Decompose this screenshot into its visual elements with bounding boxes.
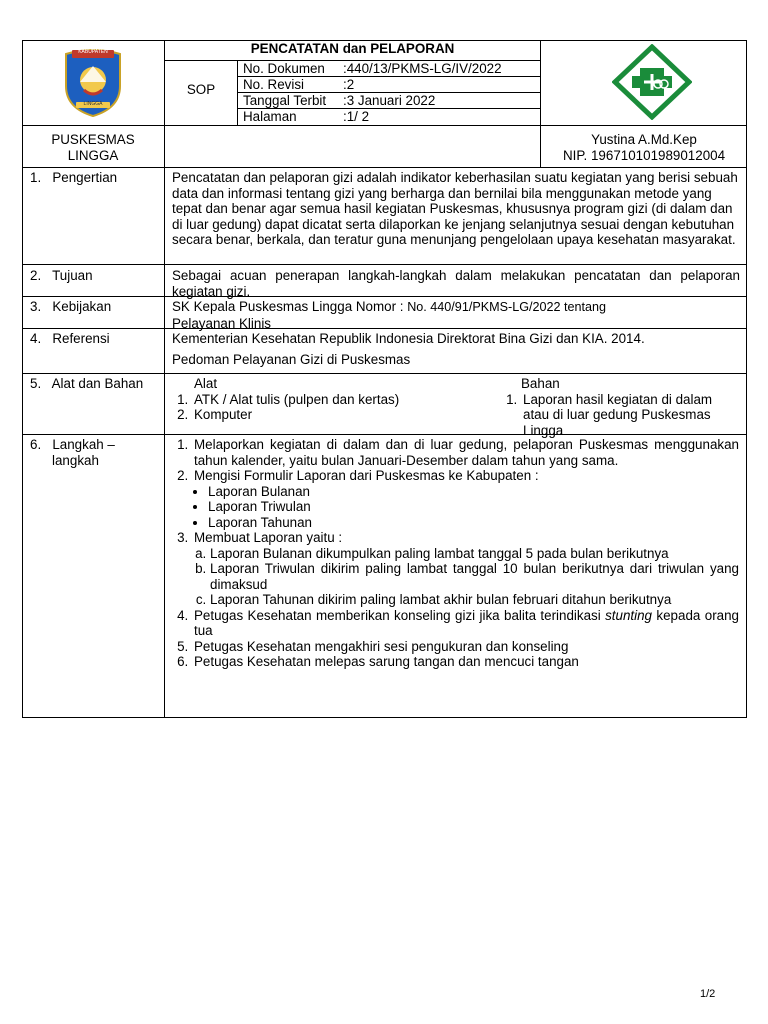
steps-list <box>172 437 739 670</box>
kebijakan-text <box>172 299 740 331</box>
page-number: 1/2 <box>700 988 716 1000</box>
org-name <box>22 132 164 163</box>
doc-field-row <box>238 109 540 124</box>
report-deadline-item: b. Laporan Triwulan dikirim paling lambat tanggal 10 bulan berikutnya dari triwulan yang dimaksud <box>210 561 739 592</box>
puskesmas-logo <box>612 44 692 120</box>
signer-nip: NIP. 196710101989012004 <box>562 147 726 163</box>
doc-field-value: :440/13/PKMS-LG/IV/2022 <box>343 61 502 76</box>
signer-block <box>541 132 747 163</box>
doc-field-row <box>238 77 540 93</box>
kebijakan-text-c: Pelayanan Klinis <box>172 315 272 331</box>
section-label-tujuan: 2. Tujuan <box>30 268 93 283</box>
step-text: Membuat Laporan yaitu : <box>194 530 343 545</box>
doc-field-label: Tanggal Terbit <box>243 93 327 108</box>
section-label-alat-bahan: 5. Alat dan Bahan <box>30 376 144 391</box>
referensi-line-2: Pedoman Pelayanan Gizi di Puskesmas <box>172 351 411 367</box>
langkah-label-line-2: langkah <box>52 452 99 468</box>
kebijakan-text-b: No. 440/91/PKMS-LG/2022 tentang <box>407 300 607 314</box>
doc-field-value: :1/ 2 <box>343 109 370 124</box>
alat-column <box>172 376 472 423</box>
report-type-item: • Laporan Triwulan <box>208 499 739 515</box>
step-item: 1. Melaporkan kegiatan di dalam dan di luar gedung, pelaporan Puskesmas menggunakan tahun kalender, yaitu bulan Januari-Desember dalam tahun yang sama. <box>192 437 739 468</box>
sop-label: SOP <box>186 82 216 97</box>
langkah-label-line-1: 6. Langkah – <box>30 437 115 452</box>
report-type-list <box>194 484 739 531</box>
bahan-column <box>497 376 742 438</box>
bahan-header: Bahan <box>521 376 560 391</box>
alat-header: Alat <box>194 376 218 391</box>
alat-list <box>172 392 472 423</box>
step-item <box>192 608 739 639</box>
doc-field-row <box>238 61 540 77</box>
logo-text-bottom: LINGGA <box>83 101 103 107</box>
step-text-emphasis: stunting <box>605 607 653 623</box>
step-text-b: kepada orang tua <box>194 607 739 638</box>
kebijakan-text-a: SK Kepala Puskesmas Lingga Nomor : <box>172 299 408 314</box>
doc-field-value: :3 Januari 2022 <box>343 93 436 108</box>
doc-field-row <box>238 93 540 109</box>
step-item: 5. Petugas Kesehatan mengakhiri sesi pengukuran dan konseling <box>192 639 739 655</box>
report-deadline-list <box>194 546 739 608</box>
document-title: PENCATATAN dan PELAPORAN <box>165 40 540 61</box>
step-item <box>192 468 739 530</box>
header-divider-horizontal <box>22 125 747 126</box>
section-label-langkah <box>30 437 115 468</box>
org-line-2: LINGGA <box>67 147 119 163</box>
doc-field-value: :2 <box>343 77 355 92</box>
doc-fields <box>238 61 540 125</box>
doc-field-label: Halaman <box>243 109 297 124</box>
label-column-divider <box>164 167 165 718</box>
step-item <box>192 530 739 608</box>
report-deadline-item: a. Laporan Bulanan dikumpulkan paling lambat tanggal 5 pada bulan berikutnya <box>210 546 739 562</box>
report-deadline-item: c. Laporan Tahunan dikirim paling lambat akhir bulan februari ditahun berikutnya <box>210 592 739 608</box>
referensi-text <box>172 331 740 367</box>
doc-field-label: No. Revisi <box>243 77 305 92</box>
tujuan-text: Sebagai acuan penerapan langkah-langkah dalam melakukan pencatatan dan pelaporan kegiatan gizi. <box>172 268 740 299</box>
section-label-kebijakan: 3. Kebijakan <box>30 299 112 314</box>
step-text: Mengisi Formulir Laporan dari Puskesmas ke Kabupaten : <box>194 468 539 483</box>
pengertian-text: Pencatatan dan pelaporan gizi adalah indikator keberhasilan suatu kegiatan yang berisi sebuah data dan informasi tentang gizi yang berharga dan bernilai bila menggunakan metode yang tepat dan benar agar semua hasil kegiatan Puskesmas, khususnya program gizi (di dalam dan di luar gedung) dapat dicatat serta dilaporkan ke jenjang selanjutnya sesuai dengan kebutuhan secara benar, berkala, dan teratur guna menunjang pengelolaan upaya kesehatan masyarakat. <box>172 170 738 247</box>
row-divider <box>22 373 747 374</box>
step-item: 6. Petugas Kesehatan melepas sarung tangan dan mencuci tangan <box>192 654 739 670</box>
alat-item: 1. ATK / Alat tulis (pulpen dan kertas) <box>192 392 472 408</box>
bahan-list <box>497 392 742 439</box>
row-divider <box>22 264 747 265</box>
section-label-referensi: 4. Referensi <box>30 331 110 346</box>
bahan-item: 1. Laporan hasil kegiatan di dalam atau di luar gedung Puskesmas Lingga <box>521 392 713 439</box>
org-line-1: PUSKESMAS <box>51 132 135 147</box>
report-type-item: • Laporan Tahunan <box>208 515 739 531</box>
section-label-pengertian: 1. Pengertian <box>30 170 118 185</box>
doc-field-label: No. Dokumen <box>243 61 325 76</box>
logo-text-top: KABUPATEN <box>78 49 108 55</box>
report-type-item: • Laporan Bulanan <box>208 484 739 500</box>
referensi-line-1: Kementerian Kesehatan Republik Indonesia Direktorat Bina Gizi dan KIA. 2014. <box>172 331 645 346</box>
kabupaten-lingga-logo <box>62 46 124 118</box>
step-text-a: Petugas Kesehatan memberikan konseling gizi jika balita terindikasi <box>194 607 606 623</box>
signer-name: Yustina A.Md.Kep <box>591 132 697 147</box>
alat-item: 2. Komputer <box>192 407 472 423</box>
langkah-steps <box>172 437 739 670</box>
